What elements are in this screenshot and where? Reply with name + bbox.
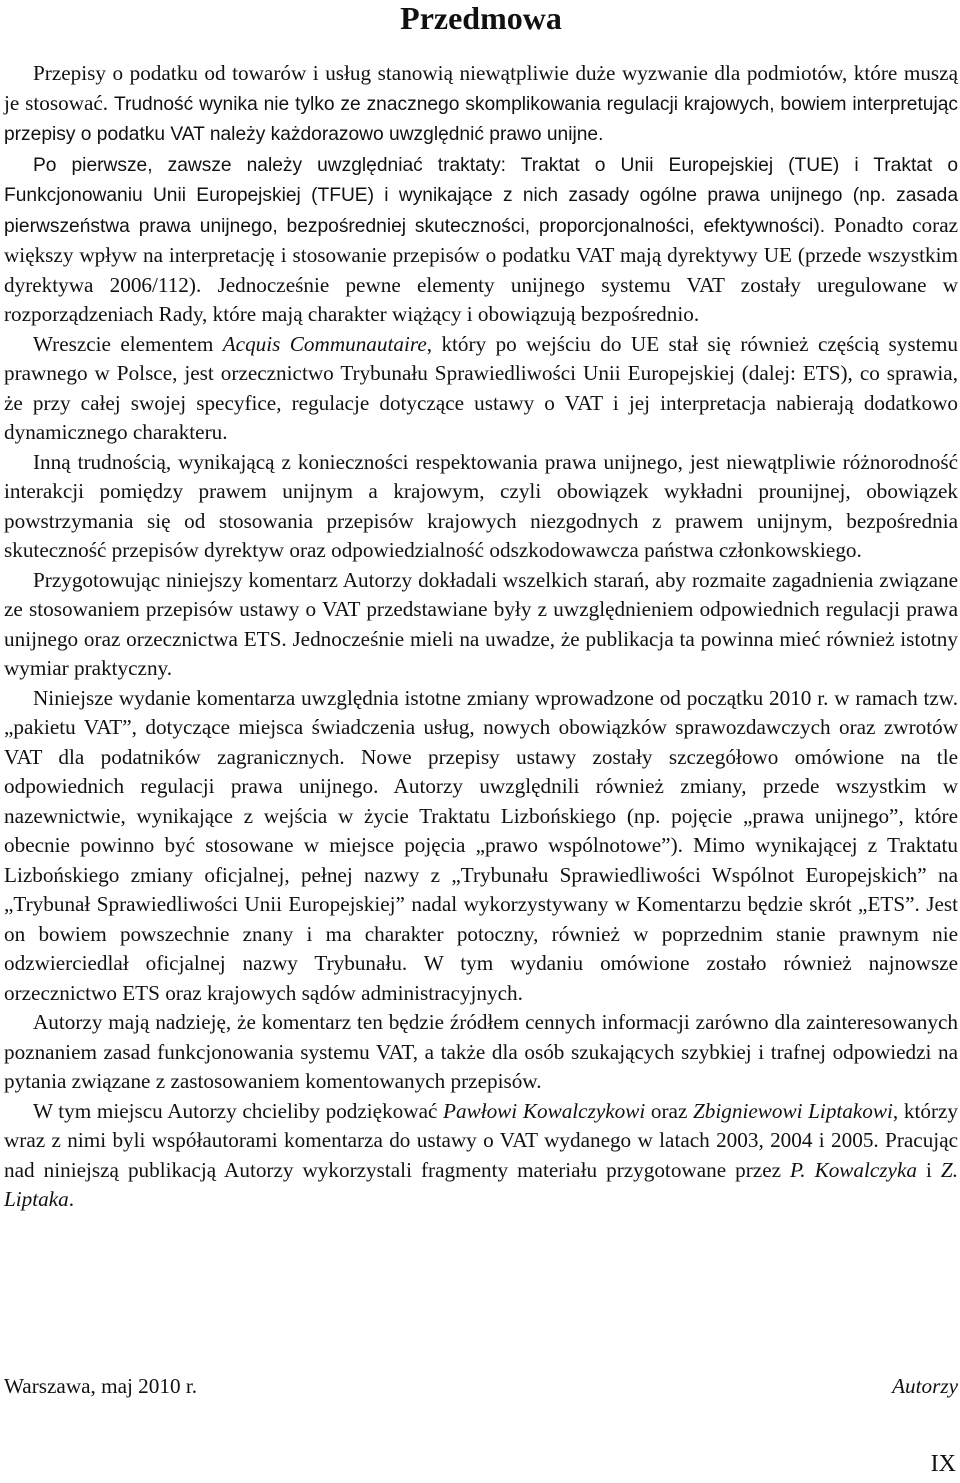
paragraph-2-part-a: Po pierwsze, zawsze należy uwzględniać traktaty: Traktat o Unii Europejskiej (TUE) i Traktat o Funkcjonowaniu Unii Europejskiej (TFUE) i wynikające z nich zasady ogólne prawa unijnego (np. zasada pierwszeństwa prawa unijnego, bezpośredniej skuteczności, proporcjonalności, efektywności). (4, 154, 958, 237)
paragraph-3-italic: Acquis Communautaire (222, 331, 427, 356)
paragraph-7: Autorzy mają nadzieję, że komentarz ten będzie źródłem cennych informacji zarówno dla zainteresowanych poznaniem zasad funkcjonowania systemu VAT, a także dla osób szukających szybkiej i trafnej odpowiedzi na pytania związane z zastosowaniem komentowanych przepisów. (4, 1010, 958, 1093)
paragraph-8-t1: W tym miejscu Autorzy chcieliby podziękować (33, 1098, 444, 1123)
document-page (4, 0, 959, 1477)
paragraph-3-before: Wreszcie elementem (33, 331, 223, 356)
paragraph-3-after: , który po wejściu do UE stał się również częścią systemu prawnego w Polsce, jest orzecznictwo Trybunału Sprawiedliwości Unii Europejskiej (dalej: ETS), co sprawia, że przy całej swojej specyfice, regulacje dotyczące ustawy o VAT i jej interpretacja nabierają dodatkowo dynamicznego charakteru. (4, 331, 958, 444)
page-title: Przedmowa (400, 0, 562, 36)
page-number: IX (930, 1451, 956, 1477)
paragraph-4: Inną trudnością, wynikającą z konieczności respektowania prawa unijnego, jest niewątpliwie różnorodność interakcji pomiędzy prawem unijnym a krajowym, czyli obowiązek wykładni prounijnej, obowiązek powstrzymania się od stosowania przepisów krajowych niezgodnych z prawem unijnym, bezpośrednia skuteczność przepisów dyrektyw oraz odpowiedzialność odszkodowawcza państwa członkowskiego. (4, 449, 958, 562)
paragraph-2 (4, 150, 958, 330)
paragraph-8-name-2: Zbigniewowi Liptakowi (693, 1098, 893, 1123)
paragraph-6: Niniejsze wydanie komentarza uwzględnia istotne zmiany wprowadzone od początku 2010 r. w ramach tzw. „pakietu VAT”, dotyczące miejsca świadczenia usług, nowych obowiązków sprawozdawczych oraz zwrotów VAT dla podatników zagranicznych. Nowe przepisy ustawy zostały szczegółowo omówione na tle odpowiednich regulacji prawa unijnego. Autorzy uwzględnili również zmiany, przede wszystkim w nazewnictwie, wynikające z wejścia w życie Traktatu Lizbońskiego (np. pojęcie „prawa unijnego”, które obecnie powinno być stosowane w miejsce pojęcia „prawo wspólnotowe”). Mimo wynikającej z Traktatu Lizbońskiego zmiany oficjalnej, pełnej nazwy z „Trybunału Sprawiedliwości Wspólnot Europejskich” na „Trybunał Sprawiedliwości Unii Europejskiej” nadal wykorzystywany w Komentarzu będzie skrót „ETS”. Jest on bowiem powszechnie znany i ma charakter potoczny, również w poprzednim stanie prawnym nie odzwierciedlał oficjalnej nazwy Trybunału. W tym wydaniu omówione zostało również najnowsze orzecznictwo ETS oraz krajowych sądów administracyjnych. (4, 685, 958, 1005)
paragraph-8 (4, 1097, 958, 1215)
paragraph-8-name-3: P. Kowalczyka (790, 1157, 917, 1182)
paragraph-5: Przygotowując niniejszy komentarz Autorzy dokładali wszelkich starań, aby rozmaite zagadnienia związane ze stosowaniem przepisów ustawy o VAT przedstawiane były z uwzględnieniem odpowiednich regulacji prawa unijnego oraz orzecznictwa ETS. Jednocześnie mieli na uwadze, że publikacja ta powinna mieć również istotny wymiar praktyczny. (4, 567, 958, 680)
paragraph-8-t3: , którzy wraz z nimi byli współautorami komentarza do ustawy o VAT wydanego w latach 2003, 2004 i 2005. Pracując nad niniejszą publikacją Autorzy wykorzystali fragmenty materiału przygotowane przez (4, 1098, 958, 1182)
paragraph-8-t5: . (68, 1187, 75, 1211)
paragraph-3 (4, 330, 958, 448)
preface-body (4, 59, 958, 1215)
paragraph-8-t2: oraz (645, 1098, 694, 1123)
authors-signature: Autorzy (892, 1374, 958, 1398)
paragraph-8-name-4: Z. Liptaka (4, 1157, 958, 1211)
paragraph-8-t4: i (916, 1157, 941, 1182)
paragraph-2-part-b: Ponadto coraz większy wpływ na interpretację i stosowanie przepisów o podatku VAT mają dyrektywy UE (przede wszystkim dyrektywa 2006/112). Jednocześnie pewne elementy unijnego systemu VAT zostały uregulowane w rozporządzeniach Rady, które mają charakter wiążący i obowiązują bezpośrednio. (4, 212, 959, 326)
place-and-date: Warszawa, maj 2010 r. (4, 1374, 198, 1398)
paragraph-1-part-a: Przepisy o podatku od towarów i usług stanowią niewątpliwie duże wyzwanie dla podmiotów, które muszą je stosować. (4, 61, 958, 115)
paragraph-1 (4, 59, 958, 150)
paragraph-8-name-1: Pawłowi Kowalczykowi (443, 1098, 646, 1123)
paragraph-1-part-b: Trudność wynika nie tylko ze znacznego skomplikowania regulacji krajowych, bowiem interpretując przepisy o podatku VAT należy każdorazowo uwzględnić prawo unijne. (4, 93, 958, 145)
